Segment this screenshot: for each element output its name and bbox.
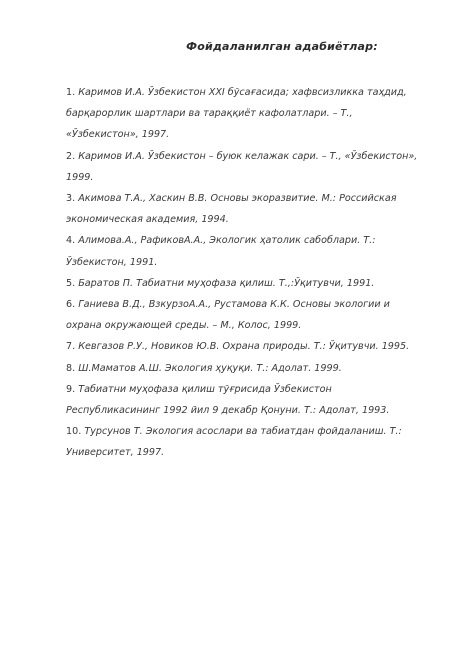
reference-number: 4. (66, 235, 76, 247)
reference-item (66, 294, 426, 336)
reference-number: 6. (66, 299, 76, 311)
reference-number: 10. (66, 426, 82, 438)
references-list (66, 82, 426, 464)
reference-text: Акимова Т.А., Хаскин В.В. Основы экоразвитие. М.: Российская экономическая академия, 1994. (66, 193, 397, 226)
reference-item (66, 230, 426, 272)
reference-text: Табиатни муҳофаза қилиш тўғрисида Ўзбекистон Республикасининг 1992 йил 9 декабр Қонуни. Т.: Адолат, 1993. (66, 383, 390, 417)
reference-text: Ш.Маматов А.Ш. Экология ҳуқуқи. Т.: Адолат. 1999. (78, 362, 342, 374)
reference-text: Каримов И.А. Ўзбекистон XXI бўсағасида; хафвсизликка таҳдид, барқарорлик шартлари ва тараққиёт кафолатлари. – Т., «Ўзбекистон», 1997. (66, 87, 407, 141)
reference-text: Каримов И.А. Ўзбекистон – буюк келажак сари. – Т., «Ўзбекистон», 1999. (66, 150, 418, 183)
reference-text: Алимова.А., РафиковА.А., Экологик ҳатолик сабоблари. Т.: Ўзбекистон, 1991. (66, 235, 376, 268)
reference-item (66, 421, 426, 463)
reference-item (66, 336, 426, 357)
reference-number: 5. (66, 277, 76, 289)
reference-text: Ганиева В.Д., ВзкурзоА.А., Рустамова К.К. Основы экологии и охрана окружающей среды. – М., Колос, 1999. (66, 299, 390, 332)
references-title: Фойдаланилган адабиётлар: (186, 40, 378, 53)
reference-text: Кевгазов Р.У., Новиков Ю.В. Охрана природы. Т.: Ўқитувчи. 1995. (78, 341, 410, 353)
reference-item (66, 379, 426, 421)
reference-number: 2. (66, 150, 76, 162)
reference-item (66, 146, 426, 188)
reference-item (66, 188, 426, 230)
reference-number: 9. (66, 383, 76, 395)
reference-item (66, 358, 426, 379)
reference-item (66, 273, 426, 294)
reference-number: 3. (66, 193, 76, 205)
reference-number: 1. (66, 87, 76, 98)
reference-text: Турсунов Т. Экология асослари ва табиатдан фойдаланиш. Т.: Университет, 1997. (66, 426, 402, 459)
reference-item (66, 82, 426, 146)
reference-text: Баратов П. Табиатни муҳофаза қилиш. Т.,:Ўқитувчи, 1991. (78, 277, 375, 289)
reference-number: 7. (66, 341, 76, 353)
reference-number: 8. (66, 362, 76, 374)
